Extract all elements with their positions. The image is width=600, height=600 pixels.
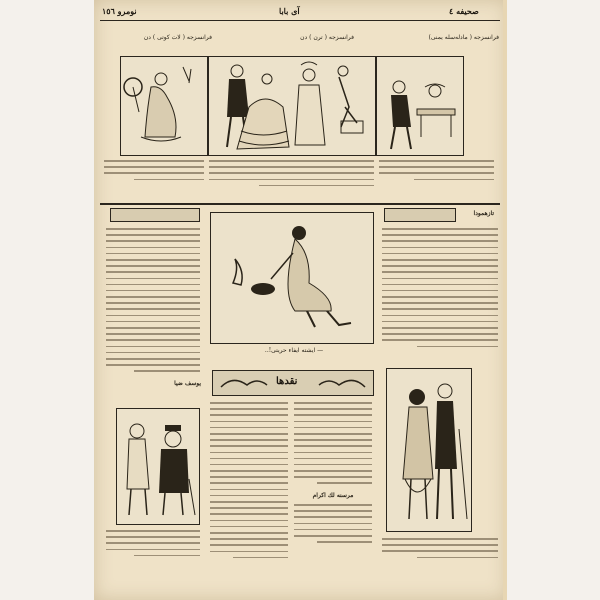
newspaper-page [94,0,507,600]
caption-middle-panel: فرانسزجه ( ترن ) دن [300,34,354,41]
center-bottom-text [294,504,372,547]
center-left-text [210,402,288,563]
left-column-heading-banner [110,208,200,222]
two-gentlemen-illustration [117,409,199,524]
cartoon-panel-middle [208,56,376,156]
cartoon-center-woman-with-lamp [210,212,374,344]
left-column-text [106,228,200,377]
left-bottom-text [106,530,200,561]
section-rule [100,203,500,205]
woman-kneeling-with-lamp-illustration [211,213,373,343]
page-number: صحيفه ٤ [449,6,479,16]
header-rule [100,20,500,21]
masthead: آی بابا [279,6,300,16]
center-right-text [294,402,372,489]
strip-text-left [104,160,204,185]
elegant-couple-illustration [387,369,471,531]
woman-with-parasol-illustration [121,57,207,155]
issue-number: نومرو ١٥٦ [102,6,137,16]
strip-text-middle [209,160,374,191]
dancing-crowd-illustration [209,57,375,155]
cartoon-panel-right [376,56,464,156]
center-cartoon-caption: — ایشته ایفاء حریتی!.. [264,347,324,354]
center-bottom-heading: مرسنه لك اكرام [312,492,354,499]
right-column-title: تازهمودا [473,210,494,217]
cartoon-panel-left [120,56,208,156]
couple-at-table-illustration [377,57,463,155]
caption-left-panel: فرانسزجه ( لات كوتى ) دن [143,34,212,41]
right-bottom-text [382,538,498,563]
left-byline: يوسف ضيا [174,380,201,387]
caption-right-panel: فرانسزجه ( مادلەسلە يمنى) [428,34,499,41]
cartoon-elegant-couple [386,368,472,532]
right-column-text [382,228,498,352]
cartoon-two-men [116,408,200,525]
page-edge [503,0,507,600]
strip-text-right [379,160,494,185]
center-section-title: نقدها [276,376,298,387]
